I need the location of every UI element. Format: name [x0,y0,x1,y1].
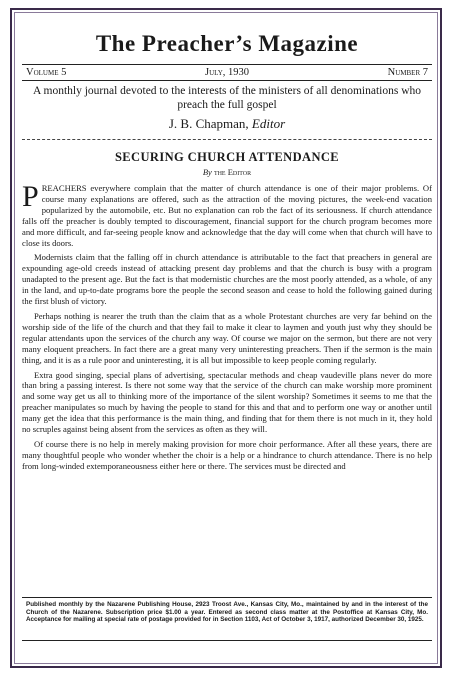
article-title: SECURING CHURCH ATTENDANCE [114,150,340,164]
footer-divider-top [22,597,432,598]
paragraph-1 [22,180,432,248]
drop-cap: P [22,180,39,213]
issue-number: Number 7 [387,67,428,78]
paragraph-1-text: everywhere complain that the matter of church attendance is one of their major problems. Of course many explanations are offered, such as the attraction of the moving pictures, the week-end vacation popularized by the automobile, etc. But no explanation can rob the fact of its seriousness. If church attendance falls off the preacher is doubly tempted to discouragement, financial support for the church program becomes more and more difficult, and far-seeing people know and acknowledge that the day will come when that church will have to close its doors. [22,183,432,248]
article-byline [22,167,432,178]
lead-word: REACHERS [41,183,87,193]
article-body [22,180,432,472]
editor-name: J. B. Chapman, [168,116,249,131]
paragraph-3: Perhaps nothing is nearer the truth than the claim that as a whole Protestant churches are very far behind on the worship side of the life of the church and that they fail to make it clear to laymen and youth just why they should be regular attendants upon the services of the church any way. Of course we major on the sermon, but there are not very many eloquent preachers. In fact there are a great many very uninteresting preachers. Then if the sermon is the main thing, and it is as a rule poor and uninteresting, it is all but impossible to keep people coming regularly. [22,310,432,365]
publication-notice: Published monthly by the Nazarene Publishing House, 2923 Troost Ave., Kansas City, Mo., maintained by and in the interest of the Church of the Nazarene. Subscription price $1.00 a year. Entered as second class matter at the Postoffice at Kansas City, Mo. Acceptance for mailing at special rate of postage provided for in Section 1103, Act of October 3, 1917, authorized December 30, 1925. [26,601,428,624]
byline-prefix: By [202,167,212,177]
header-divider [22,139,432,140]
issue-bar [22,64,432,81]
footer-divider-bottom [22,640,432,641]
byline-author: the Editor [213,167,252,177]
paragraph-5: Of course there is no help in merely making provision for more choir performance. After all these years, there are many thoughtful people who wonder whether the choir is a help or a hindrance to church attendance. There is no help from long-winded extemporaneousness either here or there. The services must be directed and [22,438,432,471]
paragraph-2: Modernists claim that the falling off in church attendance is attributable to the fact that preachers in general are expounding age-old creeds instead of attacking present day problems and that the church is busy with a program unadapted to the present age. But the fact is that modernistic churches are the most poorly attended, as a whole, of any in the land, and up-to-date programs bore the people the second season and cease to hold the following gained during the first blush of victory. [22,252,432,307]
page-content [22,30,432,476]
magazine-title: The Preacher’s Magazine [95,31,359,56]
issue-date: July, 1930 [204,67,250,78]
magazine-tagline: A monthly journal devoted to the interests of the ministers of all denominations who preach the full gospel [32,85,422,111]
editor-line [22,116,432,132]
volume-label: Volume 5 [26,67,67,78]
paragraph-4: Extra good singing, special plans of advertising, spectacular methods and cheap vaudeville plans never do more than bring a passing interest. Is there not some way that the service of the church can make worship more prominent and some way get us all to thinking more of the importance of the silent worship? Sometimes it seems to me that the preacher manipulates so much by having the people to stand for this and that and to perform one way or another until many get the idea that this performance is the main thing, and finding that for them there is not much in it, they hold no scruples against being absent from the services as often as they will. [22,369,432,435]
editor-role: Editor [251,116,286,131]
